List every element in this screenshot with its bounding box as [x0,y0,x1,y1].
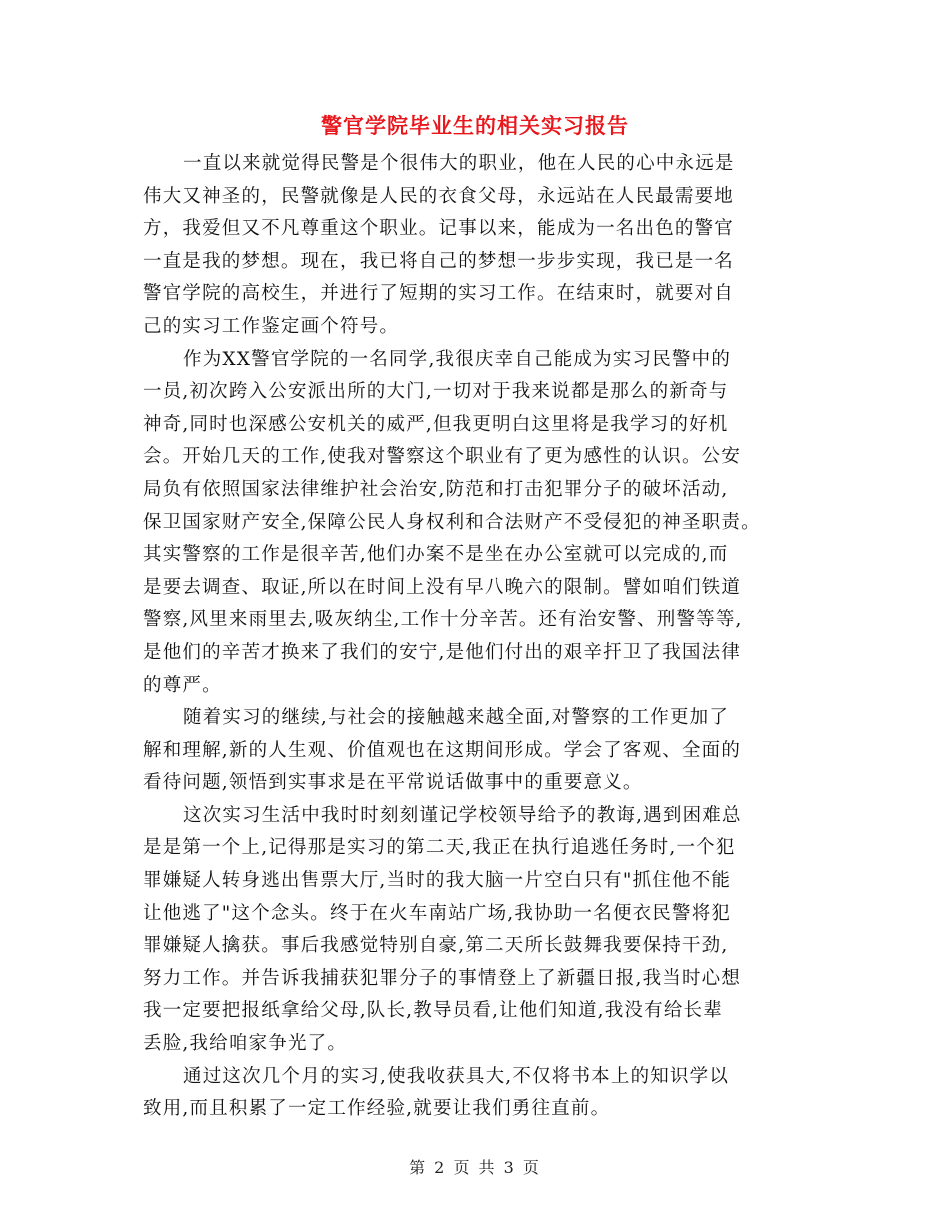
text-line: 保卫国家财产安全,保障公民人身权利和合法财产不受侵犯的神圣职责。 [143,511,761,533]
text-line: 看待问题,领悟到实事求是在平常说话做事中的重要意义。 [143,772,643,794]
document-body [143,148,803,1126]
text-line: 一直是我的梦想。现在，我已将自己的梦想一步步实现，我已是一名 [143,250,735,272]
text-line: 方，我爱但又不凡尊重这个职业。记事以来，能成为一名出色的警官 [143,218,735,240]
text-line: 通过这次几个月的实习,使我收获具大,不仅将书本上的知识学以 [183,1065,730,1087]
text-line: 罪嫌疑人转身逃出售票大厅,当时的我大脑一片空白只有"抓住他不能 [143,870,732,892]
text-line: 我一定要把报纸拿给父母,队长,教导员看,让他们知道,我没有给长辈 [143,1000,723,1022]
text-line: 其实警察的工作是很辛苦,他们办案不是坐在办公室就可以完成的,而 [143,544,729,566]
page-footer: 第 2 页 共 3 页 [409,1158,541,1177]
text-line: 神奇,同时也深感公安机关的威严,但我更明白这里将是我学习的好机 [143,413,729,435]
text-line: 努力工作。并告诉我捕获犯罪分子的事情登上了新疆日报,我当时心想 [143,967,742,989]
text-line: 让他逃了"这个念头。终于在火车南站广场,我协助一名便衣民警将犯 [143,902,732,924]
text-line: 罪嫌疑人擒获。事后我感觉特别自豪,第二天所长鼓舞我要保持干劲, [143,935,729,957]
text-line: 这次实习生活中我时时刻刻谨记学校领导给予的教诲,遇到困难总 [183,804,742,826]
text-line: 解和理解,新的人生观、价值观也在这期间形成。学会了客观、全面的 [143,739,742,761]
text-line: 是要去调查、取证,所以在时间上没有早八晚六的限制。譬如咱们铁道 [143,576,742,598]
text-line: 局负有依照国家法律维护社会治安,防范和打击犯罪分子的破坏活动, [143,478,729,500]
text-line: 的尊严。 [143,674,222,696]
text-line: 致用,而且积累了一定工作经验,就要让我们勇往直前。 [143,1098,611,1120]
text-line: 一员,初次跨入公安派出所的大门,一切对于我来说都是那么的新奇与 [143,381,729,403]
text-line: 警察,风里来雨里去,吸灰纳尘,工作十分辛苦。还有治安警、刑警等等, [143,609,743,631]
text-line: 伟大又神圣的，民警就像是人民的衣食父母，永远站在人民最需要地 [143,185,735,207]
text-line: 随着实习的继续,与社会的接触越来越全面,对警察的工作更加了 [183,707,730,729]
text-line: 一直以来就觉得民警是个很伟大的职业，他在人民的心中永远是 [183,153,735,174]
text-line: 作为XX警官学院的一名同学,我很庆幸自己能成为实习民警中的 [183,348,732,370]
text-line: 会。开始几天的工作,使我对警察这个职业有了更为感性的认识。公安 [143,446,742,468]
text-line: 警官学院的高校生，并进行了短期的实习工作。在结束时，就要对自 [143,283,735,305]
text-line: 己的实习工作鉴定画个符号。 [143,315,400,337]
text-line: 丢脸,我给咱家争光了。 [143,1033,348,1055]
text-line: 是他们的辛苦才换来了我们的安宁,是他们付出的艰辛扞卫了我国法律 [143,641,742,663]
document-title: 警官学院毕业生的相关实习报告 [321,114,629,138]
text-line: 是是第一个上,记得那是实习的第二天,我正在执行追逃任务时,一个犯 [143,837,736,859]
